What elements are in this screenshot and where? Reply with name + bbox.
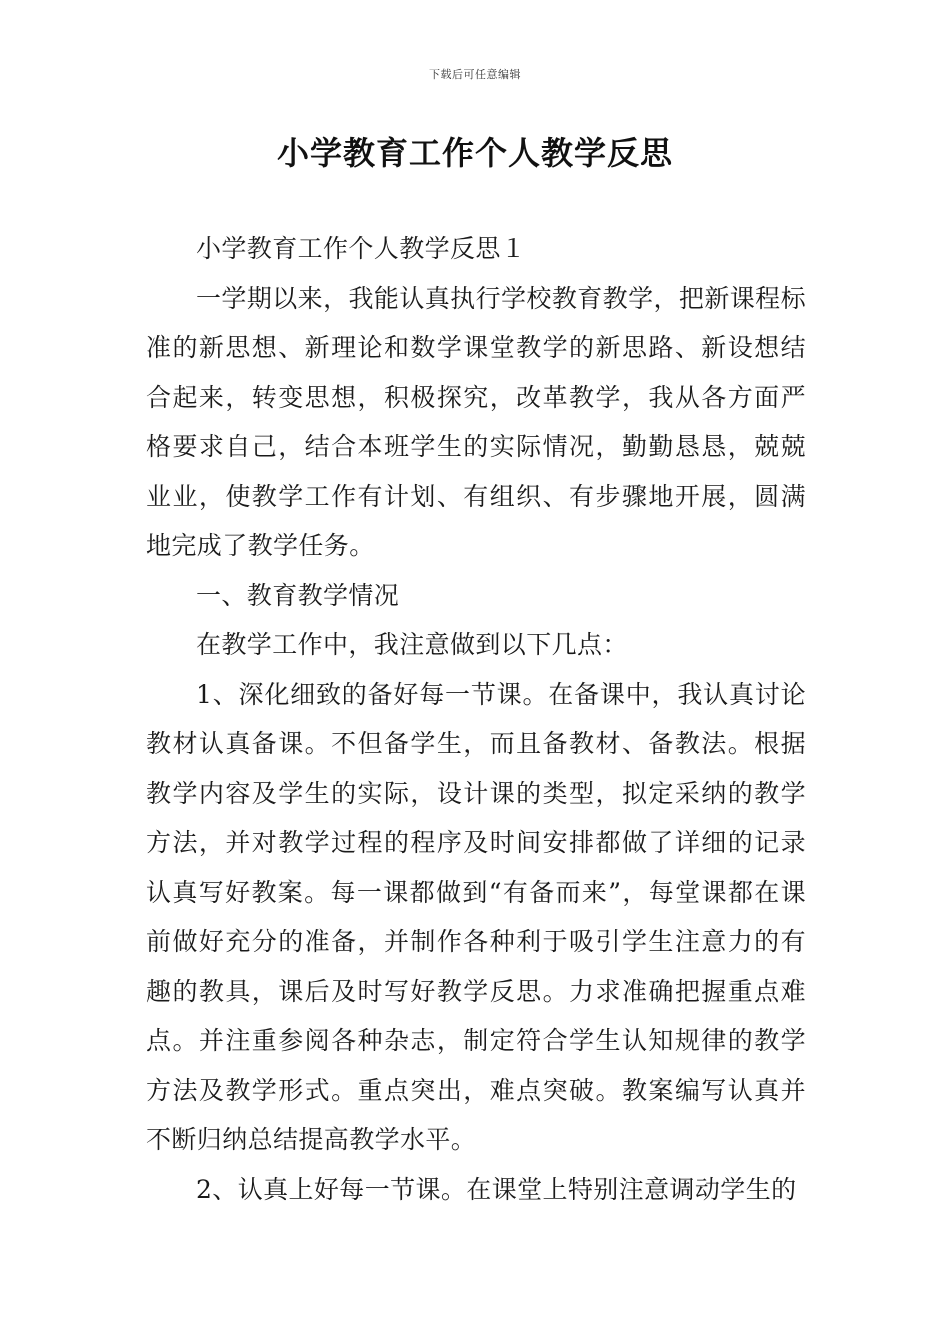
paragraph: 一学期以来，我能认真执行学校教育教学，把新课程标准的新思想、新理论和数学课堂教学的新思路、新设想结合起来，转变思想，积极探究，改革教学，我从各方面严格要求自己，结合本班学生的实际情况，勤勤恳恳，兢兢业业，使教学工作有计划、有组织、有步骤地开展，圆满地完成了教学任务。 xyxy=(146,283,806,560)
document-body xyxy=(146,224,806,1214)
header-note: 下载后可任意编辑 xyxy=(429,68,521,81)
paragraph: 在教学工作中，我注意做到以下几点： xyxy=(196,630,628,659)
paragraph: 2、认真上好每一节课。在课堂上特别注意调动学生的 xyxy=(196,1174,797,1204)
section-heading: 一、教育教学情况 xyxy=(196,580,400,610)
document-title: 小学教育工作个人教学反思 xyxy=(276,134,673,172)
section-heading: 小学教育工作个人教学反思１ xyxy=(196,234,527,263)
paragraph: 1、深化细致的备好每一节课。在备课中，我认真讨论教材认真备课。不但备学生，而且备教材、备教法。根据教学内容及学生的实际，设计课的类型，拟定采纳的教学方法，并对教学过程的程序及时间安排都做了详细的记录认真写好教案。每一课都做到“有备而来”，每堂课都在课前做好充分的准备，并制作各种利于吸引学生注意力的有趣的教具，课后及时写好教学反思。力求准确把握重点难点。并注重参阅各种杂志，制定符合学生认知规律的教学方法及教学形式。重点突出，难点突破。教案编写认真并不断归纳总结提高教学水平。 xyxy=(146,679,806,1154)
